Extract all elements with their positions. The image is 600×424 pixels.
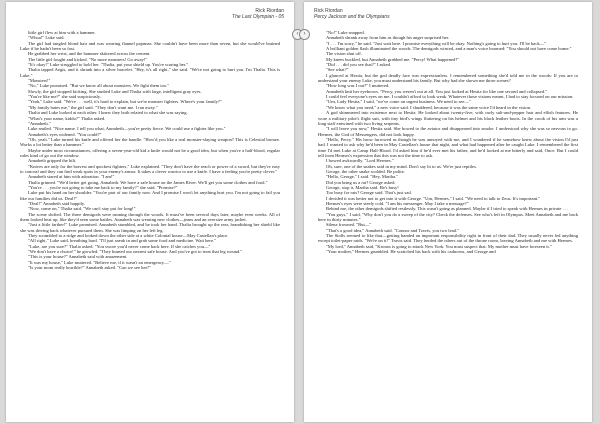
paragraph: "You're like me?" she said suspiciously. [28,94,101,100]
chevron-left-icon: ‹ [296,31,299,37]
paragraph: "Oh, yeah." Luke turned his knife and offered her the handle. "How'd you like a real monster-slaying weapon? This is Celestial bronze. Works a lot better than a hammer." [20,136,280,148]
paragraph: George, stop it, Martha said. He's busy! [326,184,399,190]
paragraph: Silena frowned. "But—" [326,222,372,228]
next-page-button[interactable] [296,29,310,40]
paragraph: My knees buckled, but Annabeth grabbed me. "Percy! What happened?" [326,56,460,62]
paragraph: I glanced at Hestia, but the god deadly face was expressionless. I remembered something she'd told me in the woods: If you are to understand your enemy Luke, you must understand his family. But why had she shown me those scenes? [318,72,578,84]
right-page-text [318,30,578,254]
paragraph: Annabeth shrank away from him as though his anger surprised her. [326,35,450,41]
paragraph: "We know what you need," a new voice said. I shuddered, because it was the same voice I'd heard in the vision. [326,104,532,110]
paragraph: "Your mother," Hermes grumbled. He scratched his back with his caduceus, and George and [326,249,496,255]
paragraph: Hermes's eyes were steely cold. "I am his messenger. May I take a message?" [326,201,469,206]
paragraph: "It's okay!" Luke struggled to hold her. "Thalia, put your shield up. You're scaring her." [28,62,189,68]
paragraph: "See what?" [326,67,349,73]
paragraph: Annabeth knit her eyebrows. "Percy, you weren't out at all. You just looked at Hestia for like one second and collapsed." [326,88,548,94]
paragraph: I could feel everyone's eyes on me. I couldn't afford to look weak. Whatever those visions meant, I had to stay focused on our mission. [326,94,574,100]
paragraph: Slowly, the girl stopped kicking. She studied Luke and Thalia with large, intelligent gray eyes. [28,88,202,94]
right-header-title: Percy Jackson and the Olympians [314,14,390,20]
paragraph: "My family hates me," the girl said. "They don't want me. I ran away." [28,104,158,110]
paragraph: "Now, come on," Thalia said. "We can't stay put for long!" [28,206,136,212]
paragraph: The Stolls seemed to like that—getting handed an important responsibility right in front of their dad. They usually never led anything except toilet-paper raids. "We're on it!" Travis said. They herded the others out of the throne room, leaving Annabeth and me with Hermes. [318,233,578,244]
paragraph: "Is your mom really horrible?" Annabeth asked. "Can we see her?" [28,265,151,271]
paragraph: "Hello, George," I said. "Hey, Martha." [326,174,399,180]
paragraph: "I will leave you now," Hestia said. She bowed to the aviator and disappeared into smoke. I understood why she was so nervous to go. Hermes, the God of Messengers, did not look happy. [318,126,578,137]
paragraph: "You're . . . you're not going to take me back to my family?" she said. "Promise?" [28,184,178,190]
paragraph: "Did . . . did you see that?" I asked. [326,62,392,68]
left-header-author: Rick Riordan [255,8,284,14]
paragraph: "Deal!" Annabeth said happily. [28,201,86,206]
left-page [6,2,294,422]
paragraph: They scrambled to a ridge and looked down the other side at a white Colonial house—May Castellan's place. [28,233,229,239]
paragraph: Annabeth gripped the hilt. [28,158,77,164]
paragraph: "No!" Luke snapped. [326,30,365,35]
paragraph: "You guys," I said, "Why don't you do a sweep of the city? Check the defenses. See who's left in Olympus. Meet Annabeth and me back here in thirty minutes." [318,211,578,223]
paragraph: "Knives are only for the bravest and quickest fighters," Luke explained. "They don't have the reach or power of a sword, but they're easy to conceal and they can find weak spots in your enemy's armor. It takes a clever warrior to use a knife. I have a feeling you're pretty clever." [20,163,280,174]
paragraph: "Whoa!" Luke said. [28,35,65,41]
paragraph: "Um, Lady Hestia," I said, "we've come on urgent business. We need to see—" [326,99,471,105]
paragraph: Thalia and Luke looked at each other. I knew they both related to what she was saying. [28,110,188,116]
paragraph: little girl flew at him with a hammer. [28,30,96,35]
paragraph: The girl had tangled blond hair and was wearing flannel pajamas. She couldn't have been more than seven, but she would've brained Luke if he hadn't been so fast. [20,40,280,52]
right-page [304,2,592,422]
right-page-header [314,8,390,20]
paragraph: A god shimmered into existence next to Hestia. He looked about twenty-five, with curly salt-and-pepper hair and elfish features. He wore a military pilot's flight suit, with tiny bird's wings fluttering on his helmet and his black leather boots. In the crook of his arm was a long staff entwined with two living serpents. [318,110,578,126]
paragraph: Did you bring us a rat? George asked. [326,179,396,185]
paragraph: Too busy for rats? George said. That's just sad. [326,190,412,196]
paragraph: The little girl fought and kicked. "No more monsters! Go away!" [28,56,148,62]
paragraph: "I . . . I'm sorry," he said. "Just wait here. I promise everything will be okay. Nothing's going to hurt you. I'll be back—" [326,40,547,46]
paragraph: The scene shifted. The three demigods were running through the woods. It must've been several days later, maybe even weeks. All of them looked beat up, like they'd seen some battles. Annabeth was wearing new clothes—jeans and an oversize army jacket. [20,211,280,223]
paragraph: "It was my house," Luke muttered. "Believe me, if it wasn't an emergency—" [28,259,171,265]
paragraph: Luke smiled. "Nice name. I tell you what, Annabeth—you're pretty fierce. We could use a fighter like you." [28,126,226,132]
paragraph: "How long was I out?" I muttered. [326,83,390,89]
paragraph: Thalia tapped Aegis, and it shrank into a silver bracelet. "Hey, it's all right," she said. "We're not going to hurt you. I'm Thalia. This is Luke." [20,67,280,78]
paragraph: Oh, sure, one of the snakes said in my mind. Don't say hi to us. We're just reptiles. [326,163,477,169]
paragraph: "Annabeth." [28,120,51,126]
paragraph: "No," Luke promised. "But we know all about monsters. We fight them too." [28,83,170,89]
paragraph: Luke put his hand on her shoulder. "You're part of our family now. And I promise I won't let anything hurt you. I'm not going to fail you like our families did us. Deal?" [20,190,280,201]
paragraph: "This is your house?" Annabeth said with amazement. [28,254,128,260]
paragraph: I bowed awkwardly. "Lord Hermes." [326,158,394,164]
left-page-text [20,30,280,270]
right-header-author: Rick Riordan [314,8,343,14]
left-page-header [232,8,284,20]
paragraph: George, the other snake scolded. Be polite. [326,168,405,174]
paragraph: I decided it was better not to get into it with George. "Um, Hermes," I said. "We need to talk to Zeus. It's important." [326,195,541,201]
paragraph: "All right," Luke said, breathing hard. "I'll just sneak in and grab some food and medicine. Wait here." [28,238,217,244]
paragraph: He grabbed her wrist, and the hammer skittered across the cement. [28,51,151,57]
paragraph: "Monsters!" [28,78,51,84]
paragraph: "Luke, are you sure?" Thalia asked. "You swore you'd never come back here. If she catches you—" [28,243,211,249]
paragraph: The vision shut off. [326,51,362,57]
paragraph: "What's your name, kiddo?" Thalia asked. [28,115,106,121]
paragraph: Behind me, the other demigods shifted restlessly. This wasn't going as planned. Maybe if I tried to speak with Hermes in private . . . [326,206,569,212]
paragraph: "Hello, Percy." His brow furrowed as though he was annoyed with me, and I wondered if he somehow knew about the vision I'd just had. I wanted to ask why he'd been in May Castellan's house that night, and what had happened after he caught Luke. I remembered the first time I'd met Luke at Camp Half-Blood. I'd asked him if he'd ever met his father, and he'd looked at me bitterly and said, Once. But I could tell from Hermes's expression that this was not the time to ask. [318,136,578,158]
paragraph: "My lord," Annabeth said, "Kronos is going to attack New York. You must suspect that. My mother must have foreseen it." [326,243,552,249]
paragraph: Annabeth stared at him with adoration. "I am!" [28,174,115,180]
paragraph: "We don't have a choice!" he growled. "They burned our nearest safe house. And you've got to treat that leg wound." [28,249,243,255]
paragraph: Thalia grinned. "We'd better get going, Annabeth. We have a safe house on the James River. We'll get you some clothes and food." [28,179,268,185]
paragraph: "That's a good idea," Annabeth said. "Connor and Travis, you two lead." [326,227,459,233]
left-header-title: The Last Olympian - 05 [232,14,284,20]
paragraph: Annabeth's eyes widened. "You could?" [28,131,102,137]
paragraph: "Yeah," Luke said. "We're . . . well, it's hard to explain, but we're monster fighters. Where's your family?" [28,99,222,105]
paragraph: Maybe under most circumstances, offering a seven-year-old kid a knife would not be a good idea, but when you're a half-blood, regular rules kind of go out the window. [20,147,280,158]
paragraph: A brilliant golden flash illuminated the woods. The demigods winced, and a man's voice boomed: "You should not have come home." [326,46,572,52]
paragraph: "Just a little farther!" Luke promised. Annabeth stumbled, and he took her hand. Thalia brought up the rear, brandishing her shield like she was driving back whatever pursued them. She was limping on her left leg. [20,222,280,233]
chevron-right-icon: › [303,31,306,37]
